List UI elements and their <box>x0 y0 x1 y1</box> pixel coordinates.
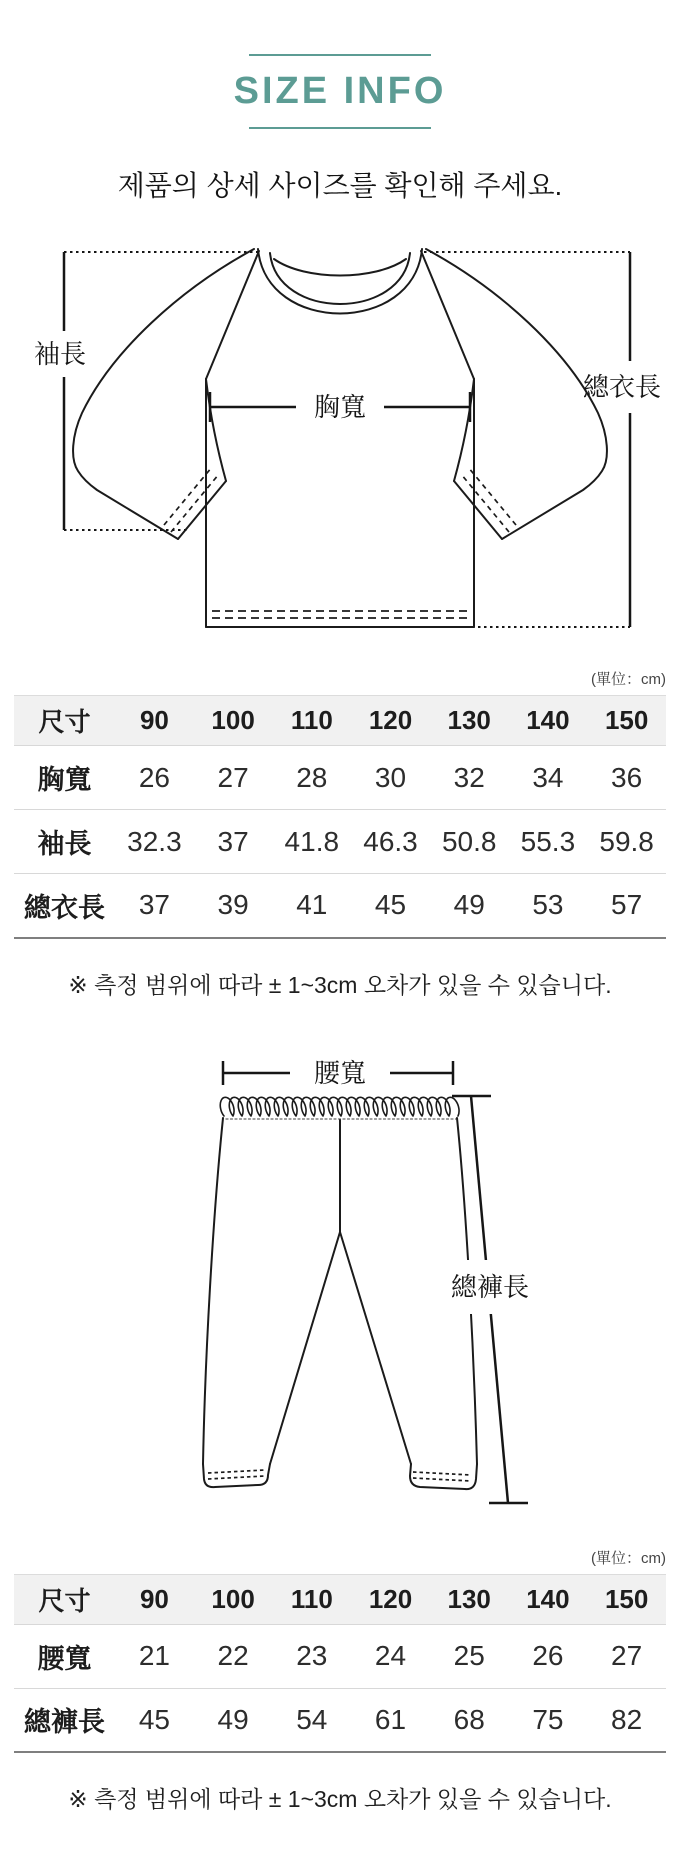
row-label: 袖長 <box>37 829 92 859</box>
value-cell: 61 <box>374 1703 407 1735</box>
header-cell: 140 <box>526 705 570 735</box>
pants-diagram <box>0 1056 680 1516</box>
table-row <box>14 1688 666 1752</box>
unit-label-bottom: (單位：cm) <box>591 1549 666 1567</box>
shirt-outline <box>73 249 607 627</box>
value-cell: 34 <box>532 761 564 793</box>
value-cell: 32.3 <box>127 825 182 857</box>
value-cell: 27 <box>611 1640 643 1671</box>
table-row <box>14 746 666 810</box>
value-cell: 37 <box>217 825 249 857</box>
value-cell: 24 <box>374 1640 407 1671</box>
value-cell: 75 <box>532 1703 564 1735</box>
table-row <box>14 810 666 874</box>
pants-stitch-details <box>208 1470 471 1481</box>
value-cell: 49 <box>217 1703 249 1735</box>
header-cell: 140 <box>526 1583 570 1614</box>
tolerance-note-top: ※ 측정 범위에 따라 ± 1~3cm 오차가 있을 수 있습니다. <box>68 971 612 998</box>
subtitle: 제품의 상세 사이즈를 확인해 주세요. <box>117 170 563 201</box>
value-cell: 26 <box>138 761 170 793</box>
value-cell: 37 <box>138 889 170 921</box>
header-cell: 130 <box>447 1583 491 1614</box>
header-cell: 150 <box>604 705 649 735</box>
page-title: SIZE INFO <box>233 70 447 112</box>
value-cell: 50.8 <box>441 825 497 857</box>
value-cell: 59.8 <box>599 825 654 857</box>
header-cell: 150 <box>604 1583 649 1614</box>
header-cell: 110 <box>290 1583 333 1614</box>
table-row <box>14 874 666 938</box>
sleeve-length-label: 袖長 <box>33 339 87 369</box>
table-row <box>14 1624 666 1688</box>
value-cell: 32 <box>453 761 485 793</box>
pants-length-label: 總褲長 <box>450 1271 530 1302</box>
shirt-stitch-details <box>164 467 516 618</box>
value-cell: 36 <box>611 761 643 793</box>
value-cell: 22 <box>217 1640 249 1671</box>
title-bottom-rule <box>249 127 431 129</box>
value-cell: 21 <box>138 1640 170 1671</box>
value-cell: 25 <box>453 1640 485 1671</box>
total-length-label: 總衣長 <box>582 372 662 402</box>
value-cell: 41.8 <box>284 825 340 857</box>
header-cell: 120 <box>368 705 413 735</box>
value-cell: 53 <box>532 889 564 921</box>
header-cell: 90 <box>139 705 169 735</box>
value-cell: 57 <box>611 889 643 921</box>
value-cell: 68 <box>453 1703 485 1735</box>
header-cell: 100 <box>211 705 255 735</box>
row-label: 胸寬 <box>37 765 92 795</box>
pants-diagram-figure <box>0 1056 680 1521</box>
shirt-diagram-figure <box>0 217 680 642</box>
value-cell: 27 <box>217 761 249 793</box>
header-cell: 90 <box>139 1583 169 1614</box>
value-cell: 46.3 <box>363 825 418 857</box>
header-cell: 130 <box>447 705 491 735</box>
shirt-diagram <box>0 217 680 637</box>
header-cell: 尺寸 <box>38 707 91 737</box>
shirt-size-table <box>14 695 666 939</box>
table-header-row <box>14 1574 666 1624</box>
value-cell: 39 <box>217 889 249 921</box>
value-cell: 45 <box>374 889 407 921</box>
header-cell: 110 <box>290 705 333 735</box>
tolerance-note-bottom: ※ 측정 범위에 따라 ± 1~3cm 오차가 있을 수 있습니다. <box>68 1786 612 1812</box>
value-cell: 82 <box>611 1703 643 1735</box>
header-cell: 100 <box>211 1583 255 1614</box>
value-cell: 30 <box>374 761 407 793</box>
value-cell: 54 <box>296 1703 328 1735</box>
shirt-measurement-lines <box>64 252 630 627</box>
value-cell: 49 <box>453 889 485 921</box>
header-cell: 尺寸 <box>38 1585 91 1616</box>
row-label: 腰寬 <box>37 1643 92 1674</box>
pants-size-table <box>14 1574 666 1754</box>
table-header-row <box>14 696 666 746</box>
value-cell: 28 <box>296 761 328 793</box>
value-cell: 23 <box>296 1640 328 1671</box>
header-cell: 120 <box>368 1583 413 1614</box>
pants-outline <box>203 1097 477 1489</box>
value-cell: 41 <box>296 889 328 921</box>
chest-width-label: 胸寬 <box>313 392 367 422</box>
value-cell: 55.3 <box>520 825 576 857</box>
unit-label-top: (單位：cm) <box>591 671 666 688</box>
waist-width-label: 腰寬 <box>313 1057 367 1088</box>
value-cell: 45 <box>138 1703 170 1735</box>
row-label: 總褲長 <box>24 1707 106 1738</box>
row-label: 總衣長 <box>24 892 106 923</box>
value-cell: 26 <box>532 1640 564 1671</box>
